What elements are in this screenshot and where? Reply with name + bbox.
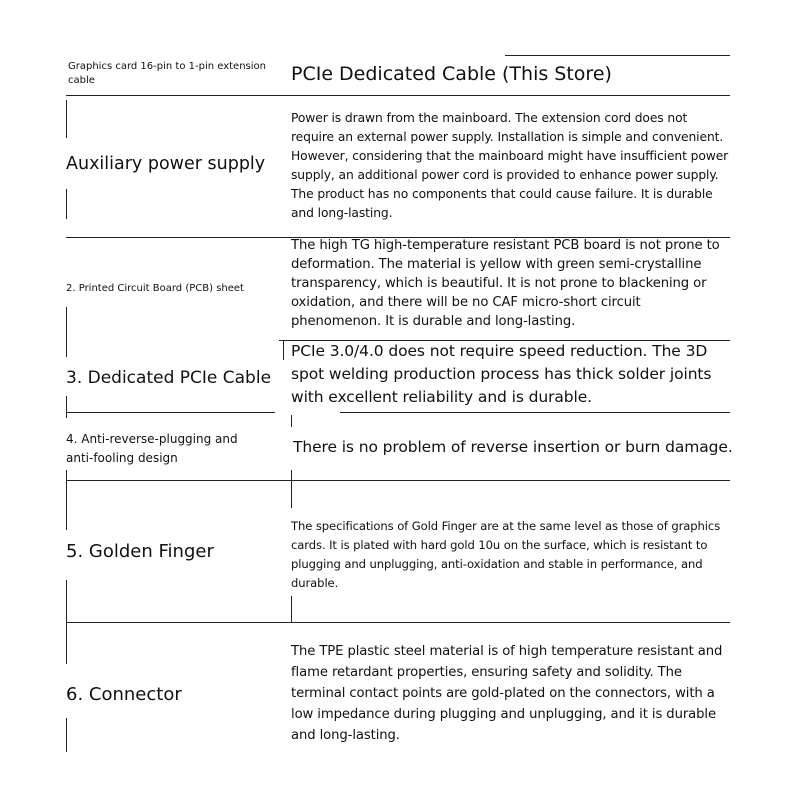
row4-left-tick bbox=[66, 470, 67, 492]
header-left-underline bbox=[66, 95, 279, 96]
row6-left-tick-lower bbox=[66, 718, 67, 752]
row-label-dedicated-cable: 3. Dedicated PCIe Cable bbox=[66, 368, 272, 388]
row5-left-tick-lower bbox=[66, 580, 67, 622]
row2-mid-tick bbox=[283, 340, 284, 360]
row1-divider bbox=[66, 237, 279, 238]
row2-left-tick bbox=[66, 307, 67, 357]
row-description-connector: The TPE plastic steel material is of high temperature resistant and flame retardant properties, ensuring safety and solidity. The terminal contact points are gold-plated on the connectors, with a low impedance during plugging and unplugging, and it is durable and long-lasting. bbox=[291, 644, 723, 743]
row3-divider bbox=[66, 412, 275, 413]
row-description-golden-finger: The specifications of Gold Finger are at the same level as those of graphics cards. It is plated with hard gold 10u on the surface, which is resistant to plugging and unplugging, anti-oxidation and stable in performance, and durable. bbox=[291, 519, 721, 590]
row-label-pcb: 2. Printed Circuit Board (PCB) sheet bbox=[66, 283, 244, 294]
header-right-underline bbox=[279, 95, 730, 96]
row3-divider-right bbox=[340, 412, 730, 413]
row-label-auxiliary-power: Auxiliary power supply bbox=[66, 154, 266, 174]
row3-left-tick bbox=[66, 396, 67, 418]
header-right-overline bbox=[505, 55, 730, 56]
row5-left-tick bbox=[66, 492, 67, 530]
header-right-title: PCIe Dedicated Cable (This Store) bbox=[291, 63, 612, 85]
row4-mid-tick bbox=[291, 470, 292, 508]
row-label-golden-finger: 5. Golden Finger bbox=[66, 541, 214, 562]
row1-left-tick bbox=[66, 100, 67, 138]
row-label-connector: 6. Connector bbox=[66, 684, 182, 705]
row-description-dedicated-cable: PCIe 3.0/4.0 does not require speed reduction. The 3D spot welding production process has thick solder joints with excellent reliability and is durable. bbox=[291, 342, 712, 406]
row6-left-tick bbox=[66, 622, 67, 664]
row5-mid-tick bbox=[291, 596, 292, 622]
row-description-pcb: The high TG high-temperature resistant PCB board is not prone to deformation. The material is yellow with green semi-crystalline transparency, which is beautiful. It is not prone to blackening or oxidation, and there will be no CAF micro-short circuit phenomenon. It is durable and long-lasting. bbox=[291, 238, 720, 329]
row5-divider bbox=[66, 622, 730, 623]
row4-divider bbox=[66, 480, 730, 481]
row1-left-tick-lower bbox=[66, 189, 67, 219]
row-description-anti-reverse: There is no problem of reverse insertion or burn damage. bbox=[293, 438, 733, 456]
header-left-title: Graphics card 16-pin to 1-pin extension cable bbox=[68, 61, 266, 86]
row-description-auxiliary-power: Power is drawn from the mainboard. The extension cord does not require an external power supply. Installation is simple and convenient. However, considering that the mainboard might have insufficient power supply, an additional power cord is provided to enhance power supply. The product has no components that could cause failure. It is durable and long-lasting. bbox=[291, 111, 729, 220]
row3-mid-tick bbox=[291, 415, 292, 427]
row-label-anti-reverse: 4. Anti-reverse-plugging and anti-fooling design bbox=[66, 432, 238, 465]
